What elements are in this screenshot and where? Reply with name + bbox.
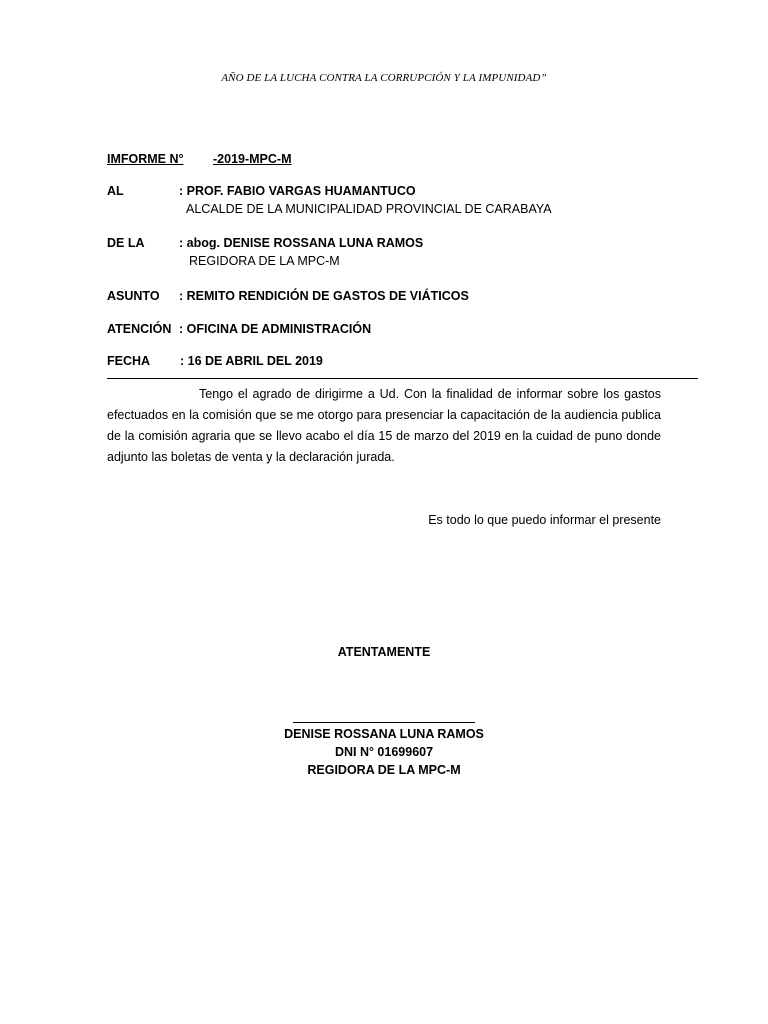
atencion-row bbox=[107, 322, 372, 336]
informe-label: IMFORME N° bbox=[107, 152, 184, 166]
informe-row bbox=[107, 152, 292, 166]
body-paragraph bbox=[107, 384, 661, 468]
informe-number: -2019-MPC-M bbox=[213, 152, 292, 166]
atencion-label: ATENCIÓN bbox=[107, 322, 172, 336]
signer-dni: DNI N° 01699607 bbox=[334, 745, 434, 759]
asunto-label: ASUNTO bbox=[107, 289, 160, 303]
fecha-row bbox=[107, 354, 323, 368]
separator-line bbox=[107, 378, 698, 379]
fecha-label: FECHA bbox=[107, 354, 151, 368]
al-label: AL bbox=[107, 184, 124, 198]
signature-line bbox=[293, 722, 475, 723]
de-la-row bbox=[107, 236, 424, 268]
al-value: : PROF. FABIO VARGAS HUAMANTUCO bbox=[179, 184, 416, 198]
signer-role: REGIDORA DE LA MPC-M bbox=[307, 763, 461, 777]
closing-line: Es todo lo que puedo informar el presente bbox=[428, 513, 661, 527]
al-row bbox=[107, 184, 552, 216]
al-subtitle: ALCALDE DE LA MUNICIPALIDAD PROVINCIAL DE CARABAYA bbox=[186, 202, 552, 216]
asunto-value: : REMITO RENDICIÓN DE GASTOS DE VIÁTICOS bbox=[179, 289, 469, 303]
atencion-value: : OFICINA DE ADMINISTRACIÓN bbox=[179, 322, 372, 336]
year-motto: AÑO DE LA LUCHA CONTRA LA CORRUPCIÓN Y LA IMPUNIDAD” bbox=[221, 72, 547, 84]
de-la-subtitle: REGIDORA DE LA MPC-M bbox=[189, 254, 340, 268]
atentamente: ATENTAMENTE bbox=[337, 645, 431, 659]
de-la-value: : abog. DENISE ROSSANA LUNA RAMOS bbox=[179, 236, 424, 250]
fecha-value: : 16 DE ABRIL DEL 2019 bbox=[180, 354, 323, 368]
asunto-row bbox=[107, 289, 469, 303]
de-la-label: DE LA bbox=[107, 236, 145, 250]
informe-blank bbox=[180, 152, 214, 166]
body-paragraph-text: Tengo el agrado de dirigirme a Ud. Con la finalidad de informar sobre los gastos efectuados en la comisión que se me otorgo para presenciar la capacitación de la audiencia publica de la comisión agraria que se llevo acabo el día 15 de marzo del 2019 en la cuidad de puno donde adjunto las boletas de venta y la declaración jurada. bbox=[107, 387, 661, 464]
signer-name: DENISE ROSSANA LUNA RAMOS bbox=[284, 727, 484, 741]
